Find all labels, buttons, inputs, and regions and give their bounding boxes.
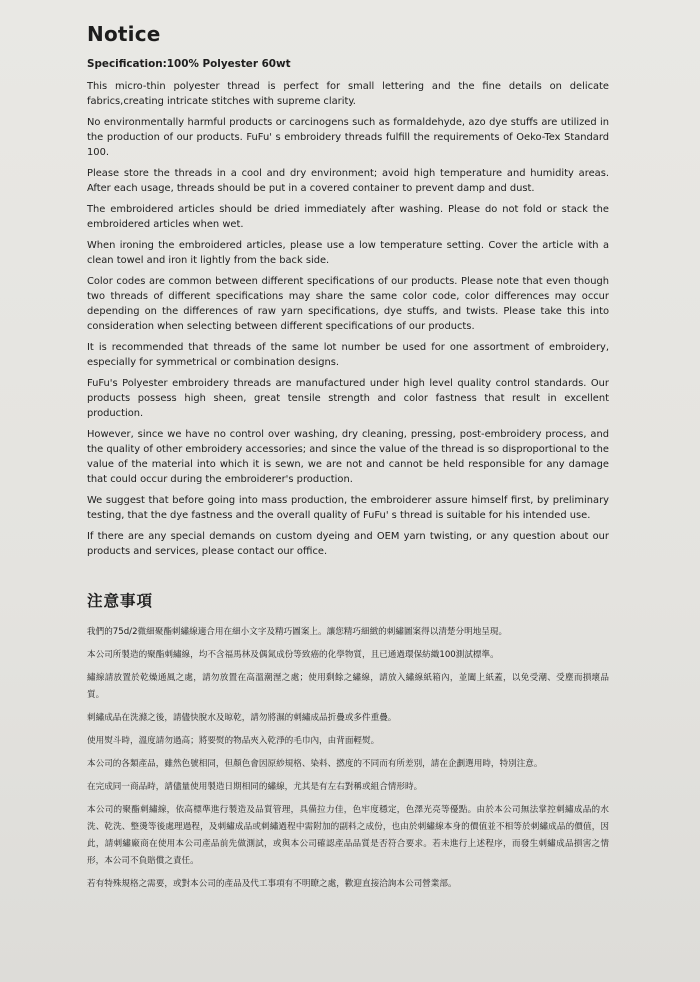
notice-content — [87, 22, 609, 899]
en-paragraph-7: It is recommended that threads of the same lot number be used for one assortment of embroidery, especially for symmetrical or combination designs. — [87, 342, 609, 368]
en-paragraph-10: We suggest that before going into mass production, the embroiderer assure himself first, by preliminary testing, that the dye fastness and the overall quality of FuFu' s thread is suitable for his intended use. — [87, 495, 609, 521]
en-paragraph-2: No environmentally harmful products or carcinogens such as formaldehyde, azo dye stuffs are utilized in the production of our products. FuFu' s embroidery threads fulfill the requirements of Oeko-Tex Standard 100. — [87, 117, 609, 158]
zh-paragraph-2: 本公司所製造的聚酯刺繡線，均不含福馬林及偶氮成份等致癌的化學物質，且已通過環保紡織100測試標準。 — [87, 650, 499, 660]
en-paragraph-6: Color codes are common between different specifications of our products. Please note that even though two threads of different specifications may share the same color code, color differences may occur depending on the differences of raw yarn specifications, dye stuffs, and twists. Please take this into consideration when selecting between different specifications of our products. — [87, 276, 609, 332]
en-paragraph-8: FuFu's Polyester embroidery threads are manufactured under high level quality control standards. Our products possess high sheen, great tensile strength and color fastness that result in excellent production. — [87, 378, 609, 419]
zh-paragraph-3: 繡線請放置於乾燥通風之處，請勿放置在高溫潮溼之處；使用剩餘之繡線，請放入繡線紙箱內，並闔上紙蓋，以免受潮、受塵而損壞品質。 — [87, 673, 609, 700]
en-paragraph-11: If there are any special demands on custom dyeing and OEM yarn twisting, or any question about our products and services, please contact our office. — [87, 531, 609, 557]
chinese-title: 注意事項 — [87, 592, 154, 610]
chinese-section — [87, 589, 609, 893]
en-paragraph-3: Please store the threads in a cool and dry environment; avoid high temperature and humidity areas. After each usage, threads should be put in a covered container to prevent damp and dust. — [87, 168, 609, 194]
en-paragraph-1: This micro-thin polyester thread is perfect for small lettering and the fine details on delicate fabrics,creating intricate stitches with supreme clarity. — [87, 81, 609, 107]
zh-paragraph-5: 使用熨斗時，溫度請勿過高；將要熨的物品夾入乾淨的毛巾內，由背面輕熨。 — [87, 736, 380, 746]
specification-line: Specification:100% Polyester 60wt — [87, 58, 291, 70]
zh-paragraph-7: 在完成同一商品時，請儘量使用製造日期相同的繡線，尤其是有左右對稱或組合情形時。 — [87, 782, 423, 792]
en-paragraph-9: However, since we have no control over washing, dry cleaning, pressing, post-embroidery process, and the quality of other embroidery accessories; and since the value of the thread is so disproportional to the value of the material into which it is sewn, we are not and cannot be held responsible for any damage that could occur during the embroiderer's production. — [87, 429, 609, 485]
english-section — [87, 22, 609, 559]
en-paragraph-4: The embroidered articles should be dried immediately after washing. Please do not fold or stack the embroidered articles when wet. — [87, 204, 609, 230]
en-paragraph-5: When ironing the embroidered articles, please use a low temperature setting. Cover the article with a clean towel and iron it lightly from the back side. — [87, 240, 609, 266]
zh-paragraph-8: 本公司的聚酯刺繡線，依高標準進行製造及品質管理，具備拉力佳，色牢度穩定，色澤光亮等優點。由於本公司無法掌控刺繡成品的水洗、乾洗、整燙等後處理過程，及刺繡成品或刺繡過程中需附加的副料之成份，也由於刺繡線本身的價值並不相等於刺繡成品的價值，因此，請刺繡廠商在使用本公司產品前先做測試，或與本公司確認產品品質是否符合要求。若未進行上述程序，而發生刺繡成品損害之情形，本公司不負賠償之責任。 — [87, 805, 609, 866]
zh-paragraph-1: 我們的75d/2微細聚酯刺繡線適合用在細小文字及精巧圖案上。讓您精巧細緻的刺繡圖案得以清楚分明地呈現。 — [87, 627, 508, 637]
zh-paragraph-4: 刺繡成品在洗滌之後，請儘快脫水及晾乾，請勿將濕的刺繡成品折疊或多件重疊。 — [87, 713, 397, 723]
zh-paragraph-9: 若有特殊規格之需要，或對本公司的產品及代工事項有不明瞭之處，歡迎直接洽詢本公司營業部。 — [87, 879, 457, 889]
english-title: Notice — [87, 22, 161, 46]
zh-paragraph-6: 本公司的各類產品，雖然色號相同，但顏色會因原紗規格、染料、撚度的不同而有所差別，請在企劃選用時，特別注意。 — [87, 759, 543, 769]
